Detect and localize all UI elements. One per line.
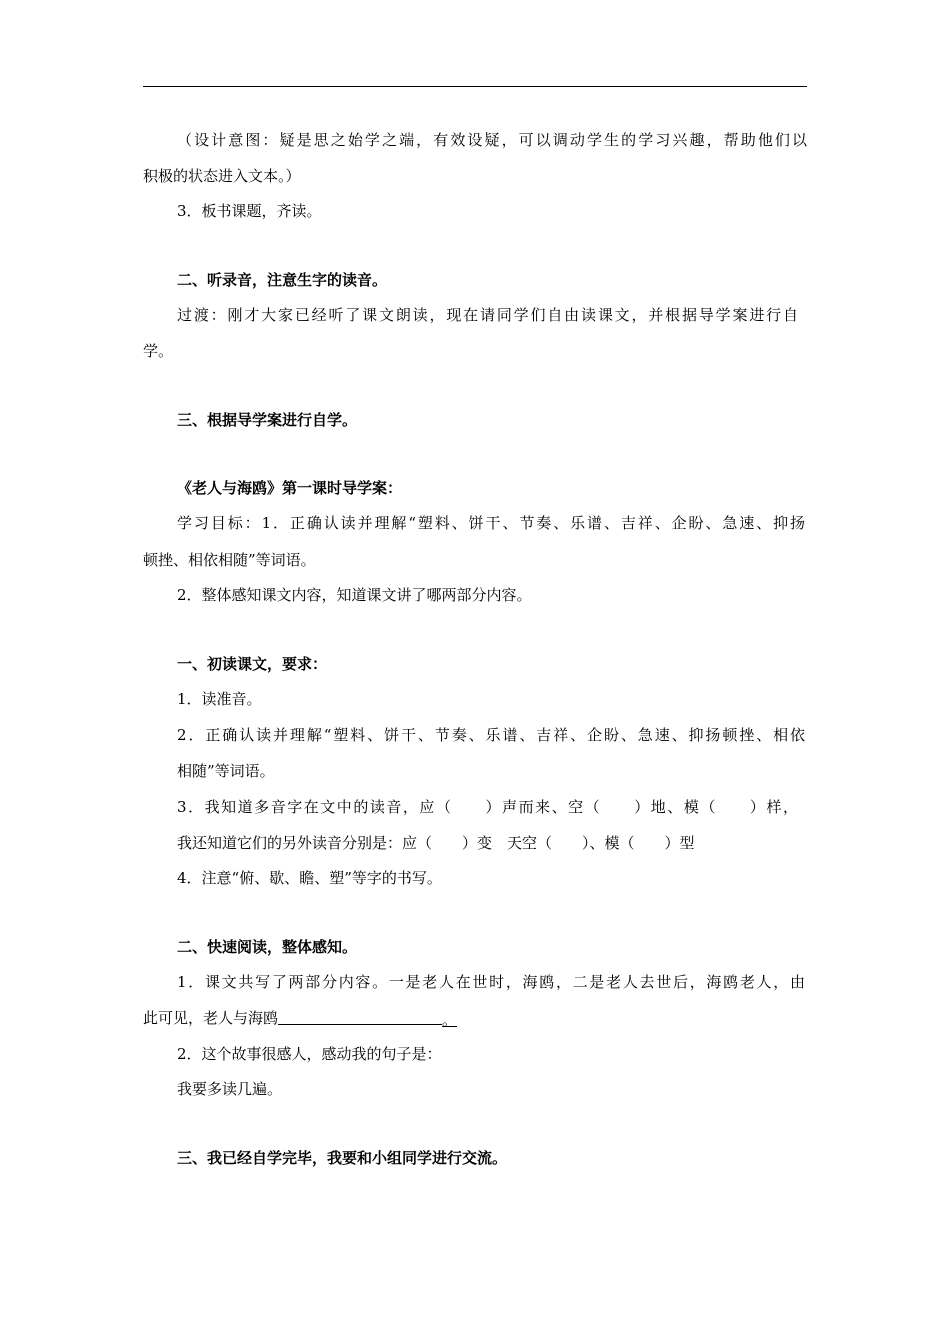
part-2-item-3: 我要多读几遍。 — [177, 1080, 283, 1098]
learning-goal-line-2: 顿挫、相依相随”等词语。 — [143, 551, 316, 569]
design-intent-line-2: 积极的状态进入文本。） — [143, 167, 301, 185]
transition-line-1: 过渡：刚才大家已经听了课文朗读，现在请同学们自由读课文，并根据导学案进行自 — [177, 306, 798, 324]
part-1-heading: 一、初读课文，要求： — [177, 655, 328, 673]
part-2-item-2: 2．这个故事很感人，感动我的句子是： — [177, 1045, 442, 1063]
guide-title: 《老人与海鸥》第一课时导学案： — [177, 479, 403, 497]
fill-in-blank[interactable] — [278, 1008, 442, 1025]
section-3-heading: 三、根据导学案进行自学。 — [177, 411, 358, 429]
part-2-heading: 二、快速阅读，整体感知。 — [177, 938, 358, 956]
header-rule — [143, 86, 807, 87]
part-1-item-3-line-1: 3．我知道多音字在文中的读音，应（ ）声而来、空（ ）地、模（ ）样， — [177, 798, 798, 816]
step-3: 3．板书课题，齐读。 — [177, 202, 322, 220]
part-1-item-2-line-2: 相随”等词语。 — [177, 762, 275, 780]
part-1-item-2-line-1: 2．正确认读并理解“塑料、饼干、节奏、乐谱、吉祥、企盼、急速、抑扬顿挫、相依 — [177, 726, 805, 744]
part-1-item-1: 1．读准音。 — [177, 690, 262, 708]
part-2-item-1-line-1: 1．课文共写了两部分内容。一是老人在世时，海鸥，二是老人去世后，海鸥老人，由 — [177, 973, 805, 991]
design-intent-line-1: （设计意图：疑是思之始学之端，有效设疑，可以调动学生的学习兴趣，帮助他们以 — [177, 131, 807, 149]
part-2-item-1-line-2 — [143, 1008, 457, 1028]
part-2-item-1-line-2-suffix: 。 — [442, 1011, 458, 1029]
part-3-heading: 三、我已经自学完毕，我要和小组同学进行交流。 — [177, 1149, 508, 1167]
transition-line-2: 学。 — [143, 342, 174, 360]
part-2-item-1-line-2-prefix: 此可见，老人与海鸥 — [143, 1009, 279, 1027]
part-1-item-3-line-2: 我还知道它们的另外读音分别是：应（ ）变 天空（ ）、模（ ）型 — [177, 834, 695, 852]
learning-goal-2: 2．整体感知课文内容，知道课文讲了哪两部分内容。 — [177, 586, 532, 604]
part-1-item-4: 4．注意“俯、歇、瞻、塑”等字的书写。 — [177, 869, 442, 887]
learning-goal-line-1: 学习目标：1．正确认读并理解“塑料、饼干、节奏、乐谱、吉祥、企盼、急速、抑扬 — [177, 514, 805, 532]
section-2-heading: 二、听录音，注意生字的读音。 — [177, 271, 388, 289]
